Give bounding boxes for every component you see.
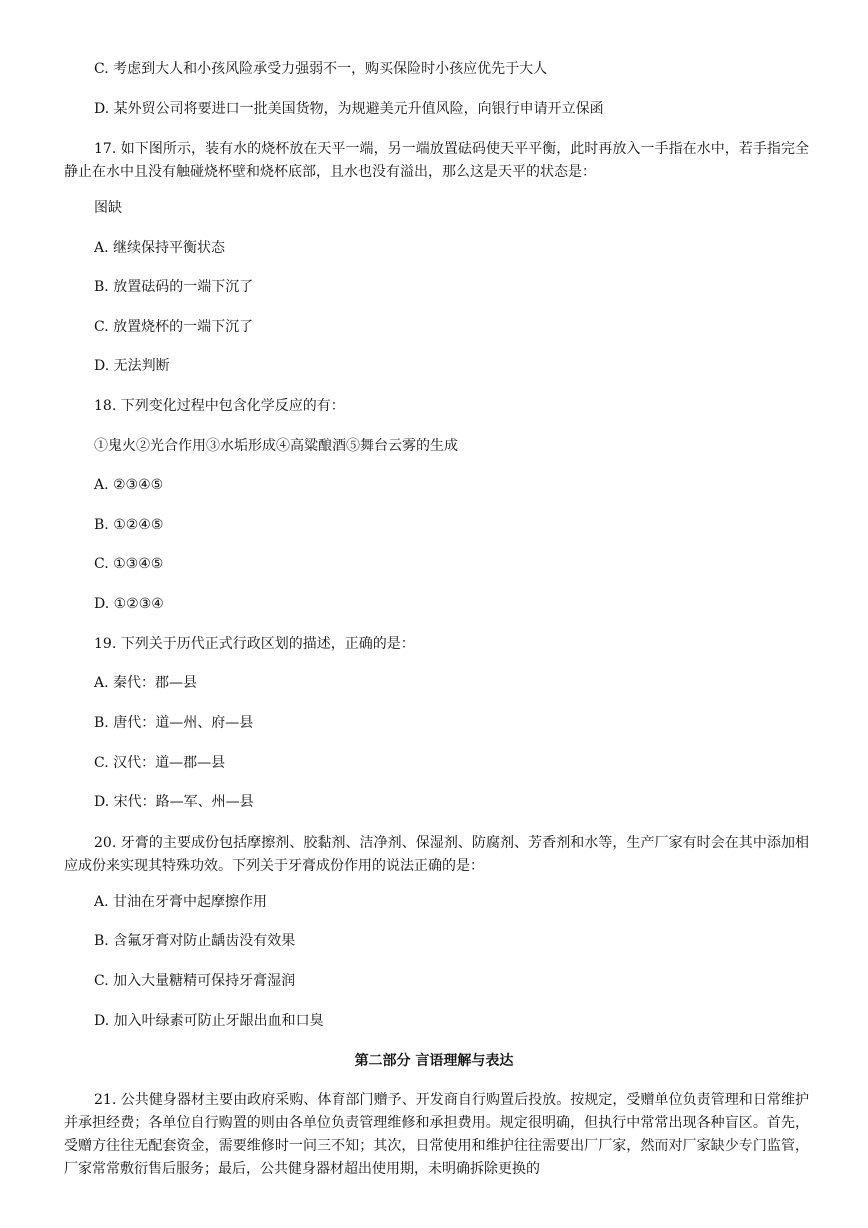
q20-stem: 20. 牙膏的主要成份包括摩擦剂、胶黏剂、洁净剂、保湿剂、防腐剂、芳香剂和水等，生产厂家有时会在其中添加相应成份来实现其特殊功效。下列关于牙膏成份作用的说法正确的是： [64, 835, 809, 874]
q19-option-d: D. 宋代：路—军、州—县 [94, 794, 254, 810]
q18-list: ①鬼火②光合作用③水垢形成④高粱酿酒⑤舞台云雾的生成 [94, 438, 458, 454]
q17-option-b: B. 放置砝码的一端下沉了 [94, 279, 254, 295]
q20-option-d: D. 加入叶绿素可防止牙龈出血和口臭 [94, 1013, 324, 1029]
q18-option-a: A. ②③④⑤ [94, 477, 164, 493]
q19-option-c: C. 汉代：道—郡—县 [94, 755, 226, 771]
q18-option-b: B. ①②④⑤ [94, 517, 164, 533]
q20-option-b: B. 含氟牙膏对防止龋齿没有效果 [94, 933, 296, 949]
q18-stem: 18. 下列变化过程中包含化学反应的有： [94, 398, 345, 414]
q18-option-c: C. ①③④⑤ [94, 556, 164, 572]
q19-option-b: B. 唐代：道—州、府—县 [94, 715, 254, 731]
q19-option-a: A. 秦代：郡—县 [94, 675, 198, 691]
q21-stem: 21. 公共健身器材主要由政府采购、体育部门赠予、开发商自行购置后投放。按规定，受赠单位负责管理和日常维护并承担经费；各单位自行购置的则由各单位负责管理维修和承担费用。规定很明确，但执行中常常出现各种盲区。首先，受赠方往往无配套资金，需要维修时一问三不知；其次，日常使用和维护往往需要出厂厂家，然而对厂家缺少专门监管，厂家常常敷衍售后服务；最后，公共健身器材超出使用期，未明确拆除更换的 [64, 1092, 809, 1177]
section-2-title: 第二部分 言语理解与表达 [354, 1053, 514, 1069]
q17-stem: 17. 如下图所示，装有水的烧杯放在天平一端，另一端放置砝码使天平平衡，此时再放入一手指在水中，若手指完全静止在水中且没有触碰烧杯壁和烧杯底部，且水也没有溢出，那么这是天平的状态是： [64, 141, 809, 180]
q20-option-a: A. 甘油在牙膏中起摩擦作用 [94, 894, 268, 910]
q19-stem: 19. 下列关于历代正式行政区划的描述，正确的是： [94, 636, 415, 652]
q18-option-d: D. ①②③④ [94, 596, 164, 612]
q17-figure-placeholder: 图缺 [94, 200, 122, 216]
q17-option-d: D. 无法判断 [94, 358, 170, 374]
q16-option-c: C. 考虑到大人和小孩风险承受力强弱不一，购买保险时小孩应优先于大人 [94, 61, 548, 77]
q16-option-d: D. 某外贸公司将要进口一批美国货物，为规避美元升值风险，向银行申请开立保函 [94, 101, 604, 117]
q20-option-c: C. 加入大量糖精可保持牙膏湿润 [94, 973, 296, 989]
q17-option-c: C. 放置烧杯的一端下沉了 [94, 319, 254, 335]
q17-option-a: A. 继续保持平衡状态 [94, 240, 226, 256]
